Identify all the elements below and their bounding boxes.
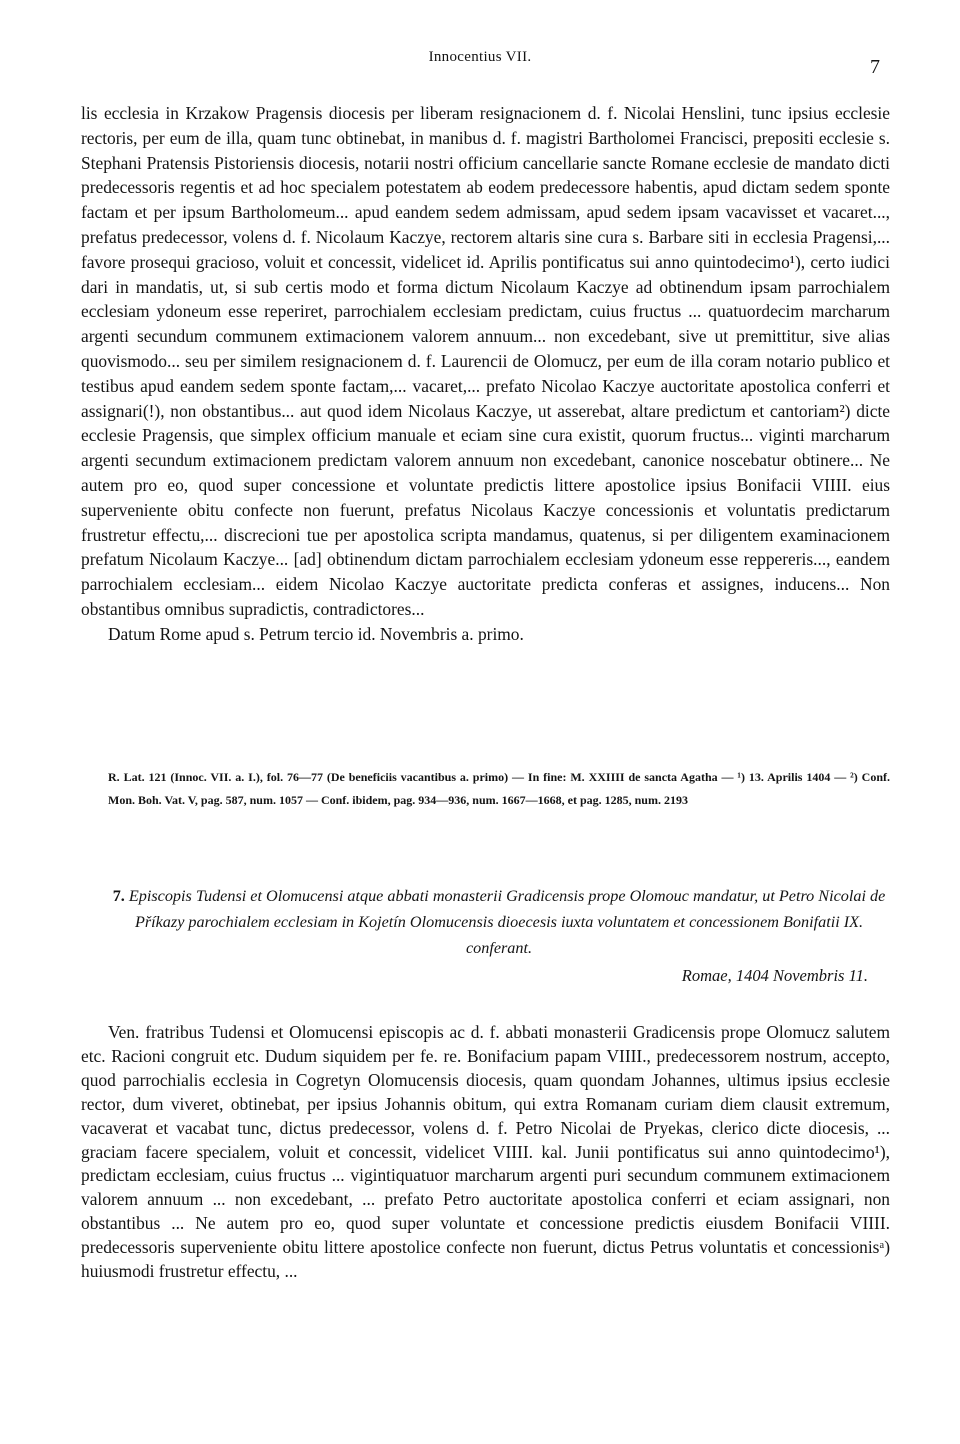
document-2-text: Ven. fratribus Tudensi et Olomucensi episcopis ac d. f. abbati monasterii Gradicensis prope Olomucz salutem etc. Racioni congruit etc. Dudum siquidem per fe. re. Bonifacium papam VIIII., predecessorem nostrum, accepto, quod parrochialis ecclesia in Cogretyn Olomucensis diocesis, quam quondam Johannes, ultimus ipsius ecclesie rector, dum viveret, obtinebat, per ipsius Johannis obitum, qui extra Romanam curiam diem clausit extremum, vacaverat et vacabat tunc, dictus predecessor, volens d. f. Petro Nicolai de Pryekas, clerico dicte diocesis, ... graciam facere specialem, voluit et concessit, videlicet VIIII. kal. Junii pontificatus sui anno quintodecimo¹), predictam ecclesiam, cuius fructus ... vigintiquatuor marcharum argenti puri secundum communem extimacionem valorem annuum ... non excedebant, ... prefato Petro auctoritate apostolica conferri et eciam assignari, non obstantibus ... Ne autem pro eo, quod super voluntate et concessione predictis eiusdem Bonifacii VIIII. predecessoris superveniente obitu littere apostolice confecte non fuerunt, dictus Petrus voluntatis et concessionisᵃ) huiusmodi frustretur effectu, ... [81,1022,890,1282]
document-1-body [81,101,890,647]
document-2-heading [108,883,890,961]
document-1-text: lis ecclesia in Krzakow Pragensis diocesis per liberam resignacionem d. f. Nicolai Henslini, tunc ipsius ecclesie rectoris, per eum de illa, quam tunc obtinebat, in manibus d. f. magistri Bartholomei Francisci, prepositi ecclesie s. Stephani Pratensis Pistoriensis diocesis, notarii nostri officium cancellarie sancte Romane ecclesie de mandato dicti predecessoris regentis et ad hoc specialem potestatem ab eodem predecessore habentis, apud dictam sedem sponte factam et per ipsum Bartholomeum... apud eandem sedem admissam, apud sedem ipsam vacavisset et vacaret..., prefatus predecessor, volens d. f. Nicolaum Kaczye, rectorem altaris sine cura s. Barbare siti in ecclesia Pragensi,... favore prosequi gracioso, voluit et concessit, videlicet id. Aprilis pontificatus sui anno quintodecimo¹), certo iudici dari in mandatis, ut, si sub certis modo et forma dictum Nicolaum Kaczye ad obtinendum ipsam parrochialem ecclesiam ydoneum esse reperiret, parrochialem ecclesiam predictam, cuius fructus ... quatuordecim marcharum argenti secundum communem extimacionem valorem annuum... non excedebant, sive ut premittitur, sive alias quovismodo... seu per similem resignacionem d. f. Laurencii de Olomucz, per eum de illa coram notario publico et testibus apud eandem sedem sponte factam,... vacaret,... prefato Nicolao Kaczye auctoritate apostolica conferri et assignari(!), non obstantibus... aut quod idem Nicolaus Kaczye, ut asserebat, altare predictum et cantoriam²) dicte ecclesie Pragensis, que simplex officium manuale et eciam sine cura existit, quorum fructus... viginti marcharum argenti secundum extimacionem predictam valorem annuum non excedebant, canonice noscebatur obtinere... Ne autem pro eo, quod super concessione et voluntate predictis littere apostolice ipsius Bonifacii VIIII. eius superveniente obitu confecte non fuerunt, prefatus Nicolaus Kaczye concessionis et voluntatis predictarum frustretur effectu,... discrecioni tue per apostolica scripta mandamus, quatenus, si per diligentem examinacionem prefatum Nicolaum Kaczye... [ad] obtinendum dictam parrochialem ecclesiam ydoneum esse reppereris..., eandem parrochialem ecclesiam... eidem Nicolao Kaczye auctoritate predicta conferas et assignes, inducens... Non obstantibus omnibus supradictis, contradictores... [81,103,890,619]
document-2-body [81,1021,890,1284]
document-1-datum: Datum Rome apud s. Petrum tercio id. Novembris a. primo. [108,623,524,644]
document-2-summary: Episcopis Tudensi et Olomucensi atque abbati monasterii Gradicensis prope Olomouc mandatur, ut Petro Nicolai de Příkazy parochialem ecclesiam in Kojetín Olomucensis dioecesis iuxta voluntatem et concessionem Bonifatii IX. conferant. [128,887,886,957]
source-notes-text: R. Lat. 121 (Innoc. VII. a. I.), fol. 76—77 (De beneficiis vacantibus a. primo) — In fine: M. XXIIII de sancta Agatha — ¹) 13. Aprilis 1404 — ²) Conf. Mon. Boh. Vat. V, pag. 587, num. 1057 — Conf. ibidem, pag. 934—936, num. 1667—1668, et pag. 1285, num. 2193 [108,770,890,807]
document-2-date: Romae, 1404 Novembris 11. [681,966,868,985]
running-title: Innocentius VII. [428,49,532,65]
document-2-number: 7. [112,887,125,905]
page-number: 7 [870,56,880,78]
source-notes [108,766,890,811]
